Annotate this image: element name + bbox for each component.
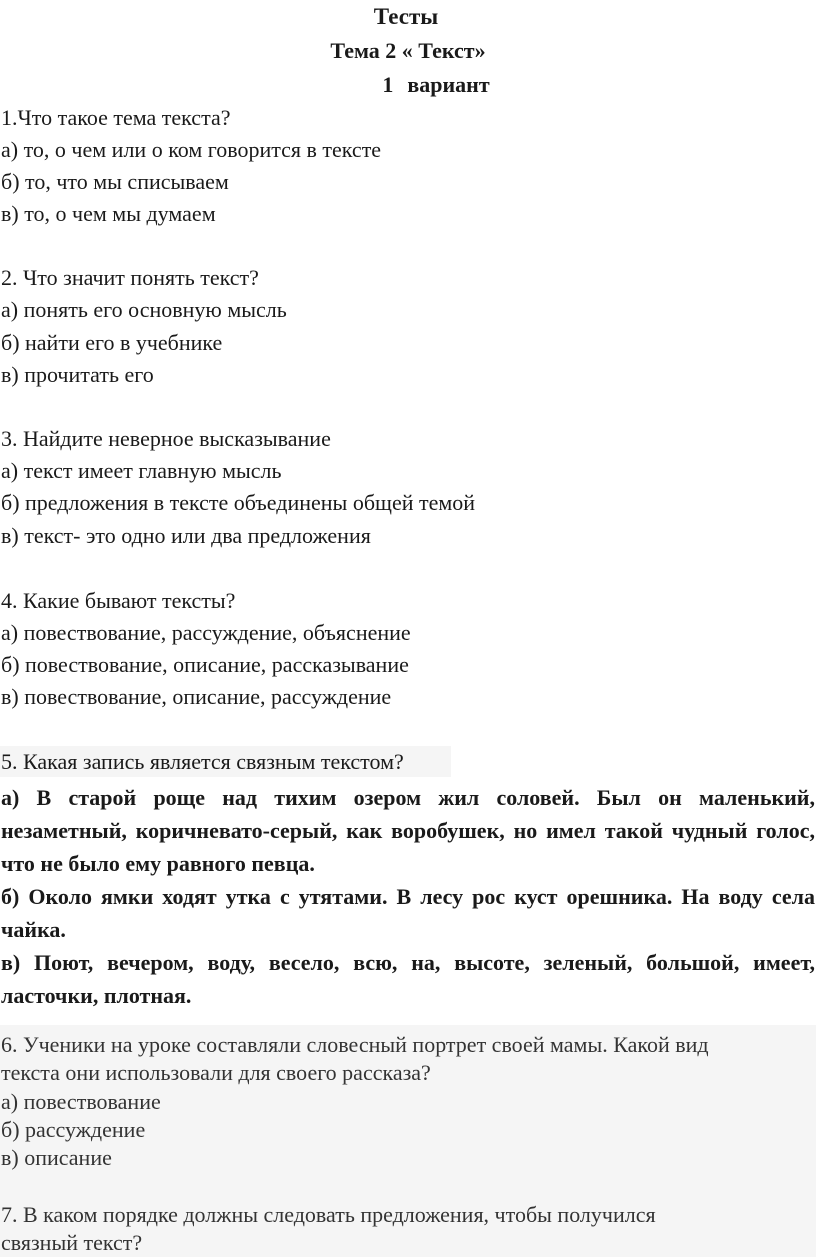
question-1-text: 1.Что такое тема текста?: [1, 105, 231, 130]
topic-heading: Тема 2 « Текст»: [330, 38, 486, 63]
question-6-option-b: б) рассуждение: [1, 1117, 146, 1142]
question-1-option-c: в) то, о чем мы думаем: [1, 201, 216, 226]
question-3-option-b: б) предложения в тексте объединены общей темой: [1, 490, 476, 515]
variant-number: 1: [382, 72, 394, 97]
question-6-text-line1: 6. Ученики на уроке составляли словесный портрет своей мамы. Какой вид: [1, 1032, 709, 1057]
question-6-option-a: а) повествование: [1, 1089, 161, 1114]
question-4-option-b: б) повествование, описание, рассказывание: [1, 652, 409, 677]
question-5-option-c: в) Поют, вечером, воду, весело, всю, на, высоте, зеленый, большой, имеет, ласточки, плотная.: [1, 950, 815, 1008]
question-7-text-line1: 7. В каком порядке должны следовать предложения, чтобы получился: [1, 1202, 656, 1227]
page-title: Тесты: [373, 4, 439, 29]
question-1-option-a: а) то, о чем или о ком говорится в тексте: [1, 137, 382, 162]
variant-heading: [28, 72, 816, 98]
question-2-option-a: а) понять его основную мысль: [1, 297, 287, 322]
question-4-text: 4. Какие бывают тексты?: [1, 588, 236, 613]
question-3-option-c: в) текст- это одно или два предложения: [1, 523, 371, 548]
variant-label: вариант: [407, 72, 490, 97]
question-2-option-c: в) прочитать его: [1, 362, 154, 387]
question-2-option-b: б) найти его в учебнике: [1, 330, 223, 355]
question-5-options: [1, 781, 815, 1012]
question-4-option-c: в) повествование, описание, рассуждение: [1, 684, 392, 709]
question-4-option-a: а) повествование, рассуждение, объяснение: [1, 620, 411, 645]
question-6-text-line2: текста они использовали для своего рассказа?: [1, 1060, 431, 1085]
question-2-text: 2. Что значит понять текст?: [1, 265, 259, 290]
question-3-text: 3. Найдите неверное высказывание: [1, 426, 331, 451]
question-3-option-a: а) текст имеет главную мысль: [1, 458, 282, 483]
question-1-option-b: б) то, что мы списываем: [1, 169, 229, 194]
question-7-text-line2: связный текст?: [1, 1230, 143, 1255]
question-5-option-b: б) Около ямки ходят утка с утятами. В лесу рос куст орешника. На воду села чайка.: [1, 884, 815, 942]
question-5-option-a: а) В старой роще над тихим озером жил соловей. Был он маленький, незаметный, коричневато-серый, как воробушек, но имел такой чудный голос, что не было ему равного певца.: [1, 785, 815, 876]
question-6-option-c: в) описание: [1, 1145, 112, 1170]
question-5-text: 5. Какая запись является связным текстом?: [1, 749, 404, 774]
